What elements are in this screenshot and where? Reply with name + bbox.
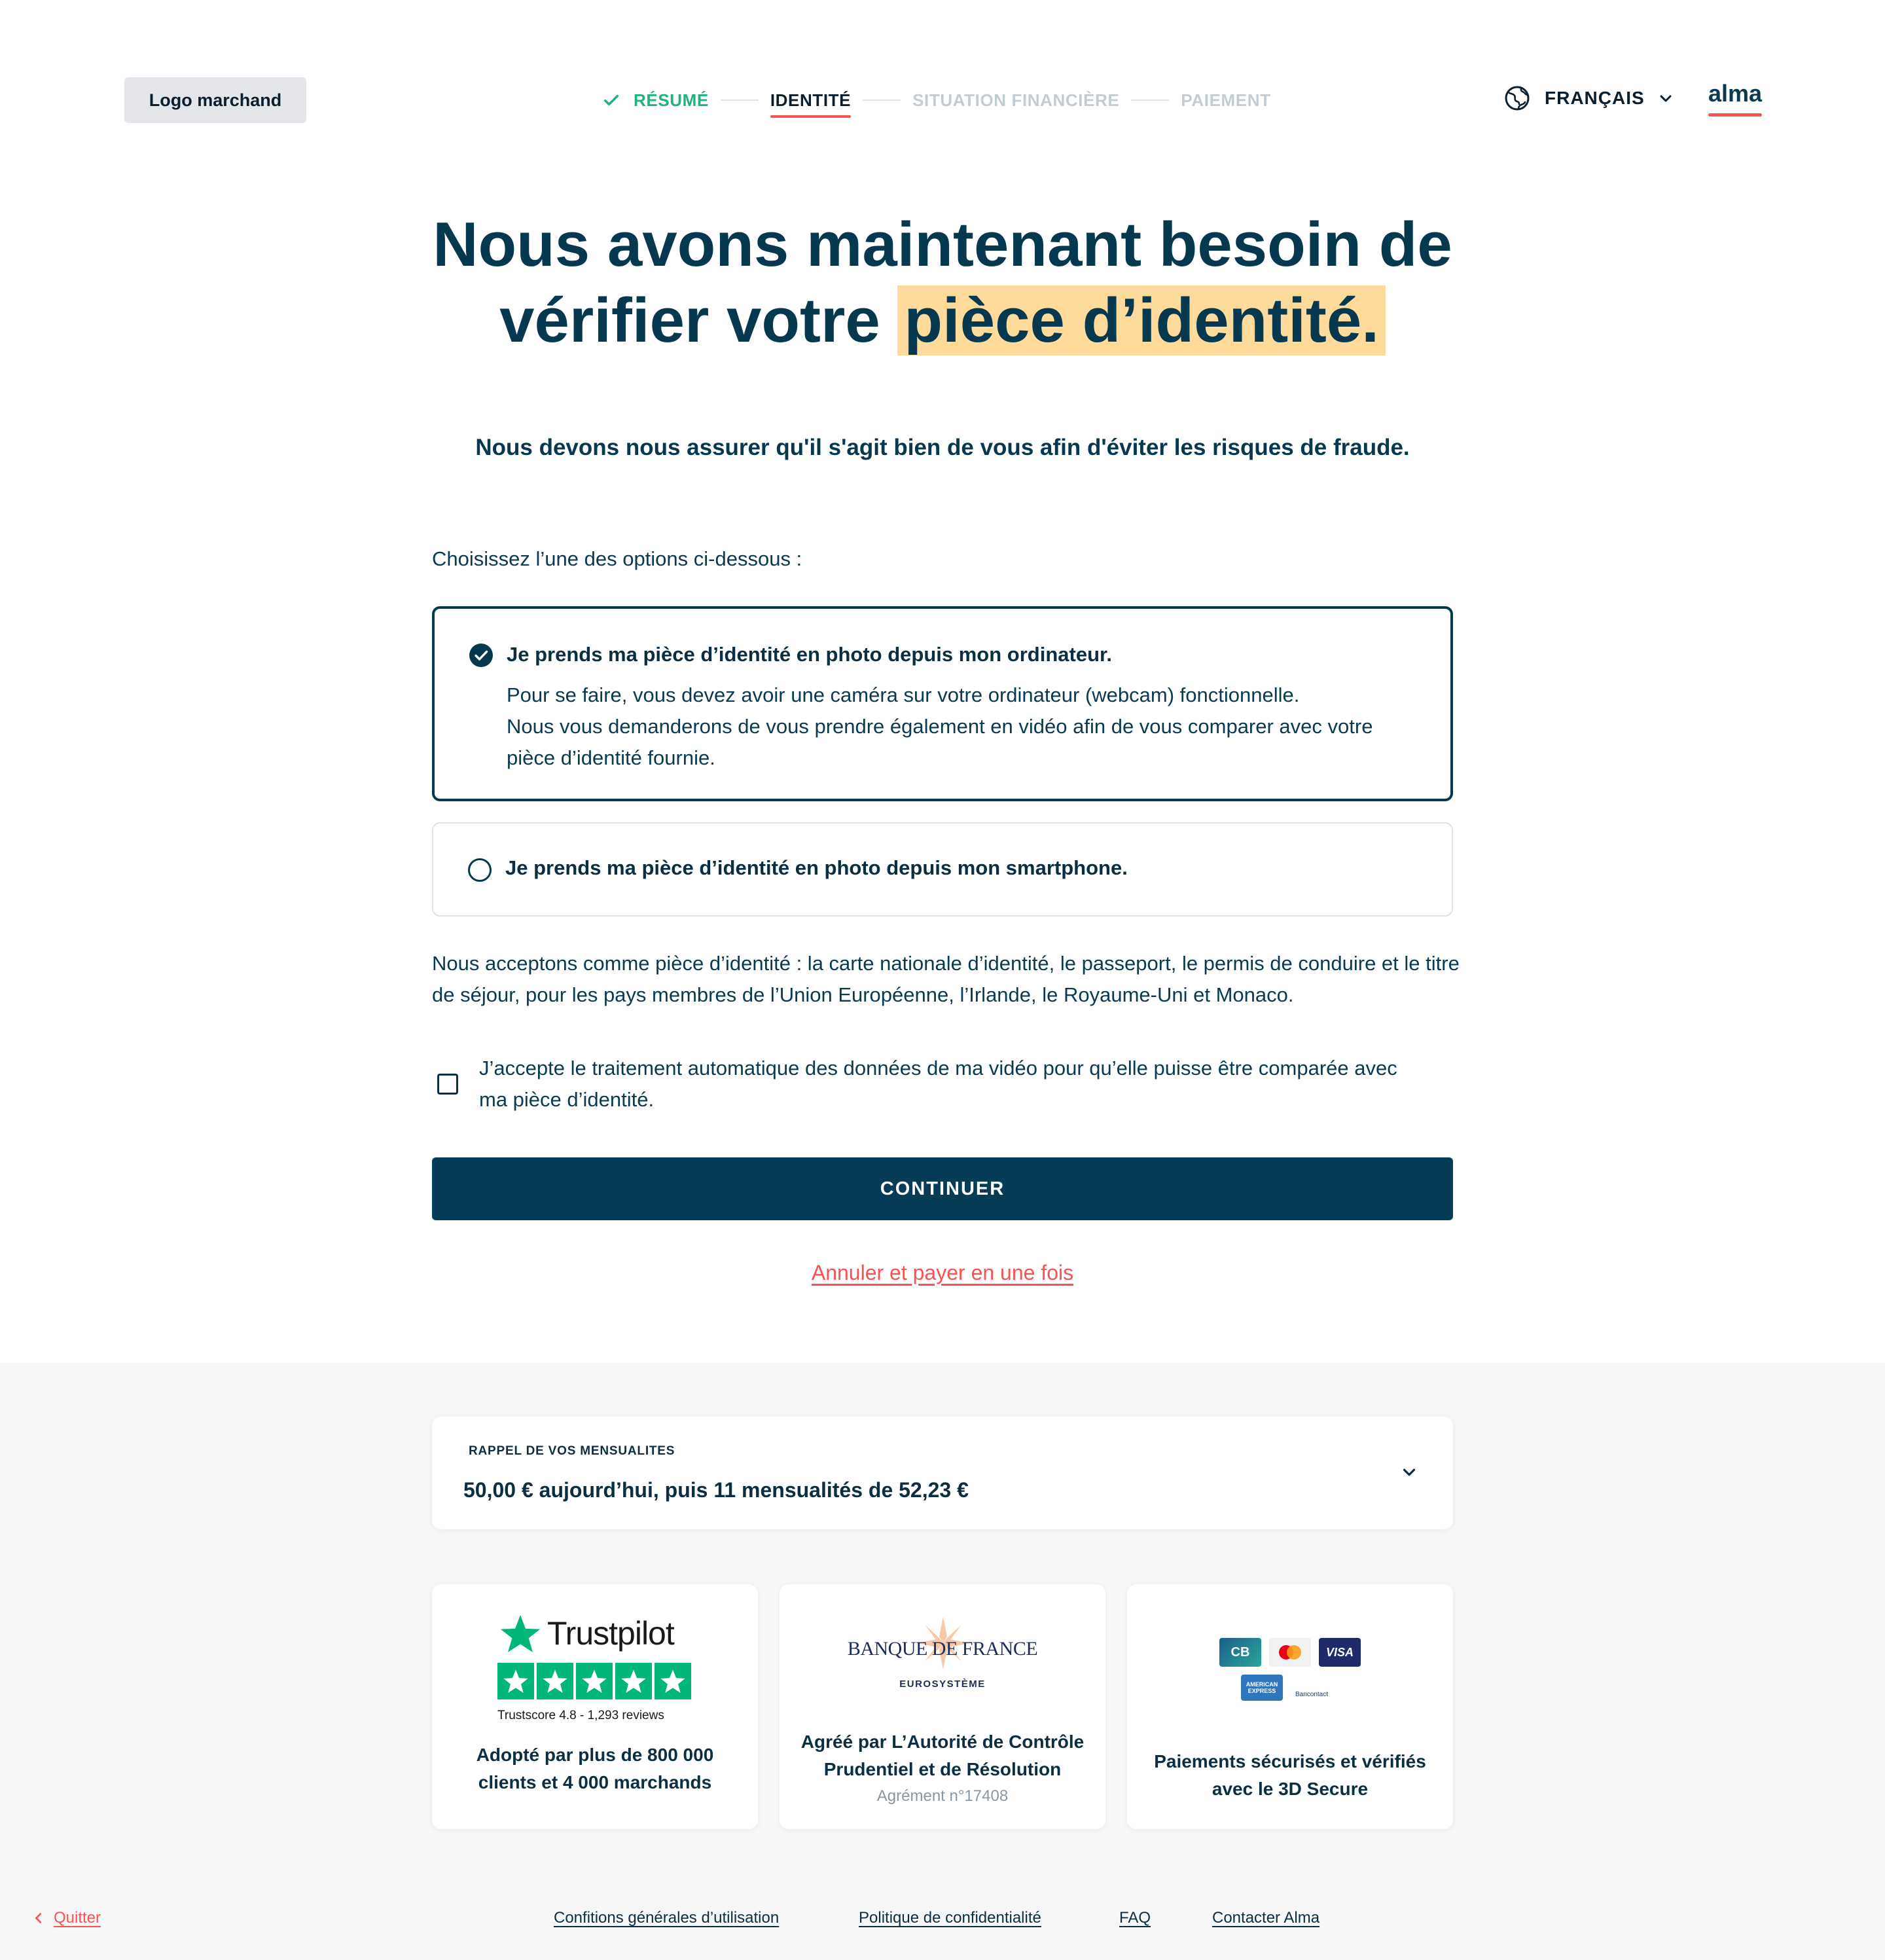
trustpilot-text: Adopté par plus de 800 000 clients et 4 000 marchands bbox=[476, 1745, 714, 1792]
header bbox=[0, 0, 1885, 144]
star-icon bbox=[497, 1663, 534, 1699]
secure-payments-card bbox=[1127, 1584, 1453, 1829]
merchant-logo: Logo marchand bbox=[124, 77, 306, 123]
agreement-number: Agrément n°17408 bbox=[876, 1787, 1009, 1805]
mastercard-logo bbox=[1269, 1638, 1311, 1667]
language-label: FRANÇAIS bbox=[1545, 88, 1645, 108]
chevron-left-icon bbox=[31, 1911, 46, 1925]
title-line-1: Nous avons maintenant besoin de bbox=[433, 209, 1452, 280]
step-situation-financiere bbox=[912, 84, 1119, 117]
trustpilot-score: Trustscore 4.8 - 1,293 reviews bbox=[497, 1709, 664, 1722]
banque-de-france-card bbox=[780, 1584, 1105, 1829]
amex-logo: AMERICAN EXPRESS bbox=[1241, 1675, 1283, 1701]
step-separator bbox=[1131, 100, 1169, 101]
alma-logo: alma bbox=[1708, 80, 1763, 107]
footer-link-cgu[interactable]: Confitions générales d’utilisation bbox=[554, 1909, 780, 1927]
payment-logos-row-2 bbox=[1241, 1675, 1333, 1701]
star-icon bbox=[499, 1612, 542, 1655]
consent-label[interactable]: J’accepte le traitement automatique des données de ma vidéo pour qu’elle puisse être comparée avec ma pièce d’identité. bbox=[479, 1057, 1397, 1111]
accepted-documents: Nous acceptons comme pièce d’identité : la carte nationale d’identité, le passeport, le permis de conduire et le titre de séjour, pour les pays membres de l’Union Européenne, l’Irlande, le Royaume-Uni et Monaco. bbox=[432, 952, 1460, 1006]
quit-label: Quitter bbox=[54, 1909, 101, 1927]
step-separator bbox=[863, 100, 901, 101]
bancontact-logo: Bancontact bbox=[1291, 1675, 1333, 1701]
step-separator bbox=[721, 100, 759, 101]
chevron-down-icon[interactable] bbox=[1399, 1462, 1419, 1482]
footer-link-contact[interactable]: Contacter Alma bbox=[1212, 1909, 1320, 1927]
payment-logos-row-1 bbox=[1219, 1638, 1361, 1667]
title-highlight: pièce d’identité. bbox=[897, 285, 1385, 355]
option-computer-title: Je prends ma pièce d’identité en photo depuis mon ordinateur. bbox=[507, 643, 1112, 666]
mastercard-icon bbox=[1274, 1642, 1306, 1663]
title-line-2: vérifier votre bbox=[499, 285, 880, 355]
check-icon bbox=[602, 91, 620, 109]
consent-checkbox[interactable] bbox=[437, 1074, 458, 1095]
step-label: RÉSUMÉ bbox=[634, 90, 709, 110]
step-label: PAIEMENT bbox=[1181, 90, 1271, 110]
option-desc-line-2: Nous vous demanderons de vous prendre également en vidéo afin de vous comparer avec votre pièce d’identité fournie. bbox=[507, 715, 1373, 769]
footer-link-privacy[interactable]: Politique de confidentialité bbox=[859, 1909, 1041, 1927]
star-icon bbox=[576, 1663, 613, 1699]
globe-icon bbox=[1504, 85, 1530, 111]
step-paiement bbox=[1181, 84, 1270, 117]
star-icon bbox=[537, 1663, 573, 1699]
language-selector[interactable] bbox=[1504, 85, 1674, 111]
option-smartphone[interactable] bbox=[432, 822, 1453, 916]
secure-payments-text: Paiements sécurisés et vérifiés avec le 3D Secure bbox=[1154, 1751, 1426, 1799]
banque-de-france-subtitle: EUROSYSTÈME bbox=[899, 1679, 986, 1690]
step-identite[interactable] bbox=[770, 84, 851, 117]
cb-logo: CB bbox=[1219, 1638, 1261, 1667]
page-title bbox=[262, 207, 1623, 359]
quit-link[interactable] bbox=[31, 1909, 101, 1927]
payment-recap[interactable] bbox=[432, 1417, 1453, 1529]
recap-value: 50,00 € aujourd’hui, puis 11 mensualités de 52,23 € bbox=[463, 1478, 969, 1502]
banque-de-france-text: Agréé par L’Autorité de Contrôle Prudentiel et de Résolution bbox=[800, 1732, 1085, 1779]
continue-button[interactable]: CONTINUER bbox=[432, 1157, 1453, 1220]
option-computer-description bbox=[507, 680, 1423, 774]
option-desc-line-1: Pour se faire, vous devez avoir une caméra sur votre ordinateur (webcam) fonctionnelle. bbox=[507, 683, 1300, 706]
footer-link-faq[interactable]: FAQ bbox=[1119, 1909, 1151, 1927]
recap-label: RAPPEL DE VOS MENSUALITES bbox=[469, 1444, 675, 1458]
step-resume[interactable] bbox=[602, 84, 709, 117]
visa-logo: VISA bbox=[1319, 1638, 1361, 1667]
option-smartphone-title: Je prends ma pièce d’identité en photo depuis mon smartphone. bbox=[505, 856, 1128, 879]
star-icon bbox=[655, 1663, 691, 1699]
trustpilot-stars bbox=[497, 1663, 691, 1699]
step-label: SITUATION FINANCIÈRE bbox=[912, 90, 1120, 110]
banque-de-france-name: BANQUE DE FRANCE bbox=[847, 1638, 1038, 1660]
step-label: IDENTITÉ bbox=[770, 90, 852, 110]
options-prompt: Choisissez l’une des options ci-dessous : bbox=[432, 547, 802, 570]
cancel-link[interactable]: Annuler et payer en une fois bbox=[811, 1261, 1074, 1284]
option-computer[interactable] bbox=[432, 606, 1453, 801]
trustpilot-name: Trustpilot bbox=[547, 1615, 674, 1652]
radio-checked-icon[interactable] bbox=[469, 643, 494, 668]
chevron-down-icon bbox=[1658, 90, 1674, 106]
page-subtitle: Nous devons nous assurer qu'il s'agit bien de vous afin d'éviter les risques de fraude. bbox=[475, 435, 1410, 460]
radio-unchecked-icon[interactable] bbox=[467, 858, 492, 882]
progress-steps bbox=[602, 84, 1271, 117]
trustpilot-card bbox=[432, 1584, 758, 1829]
star-icon bbox=[615, 1663, 652, 1699]
trustpilot-logo bbox=[499, 1612, 674, 1655]
